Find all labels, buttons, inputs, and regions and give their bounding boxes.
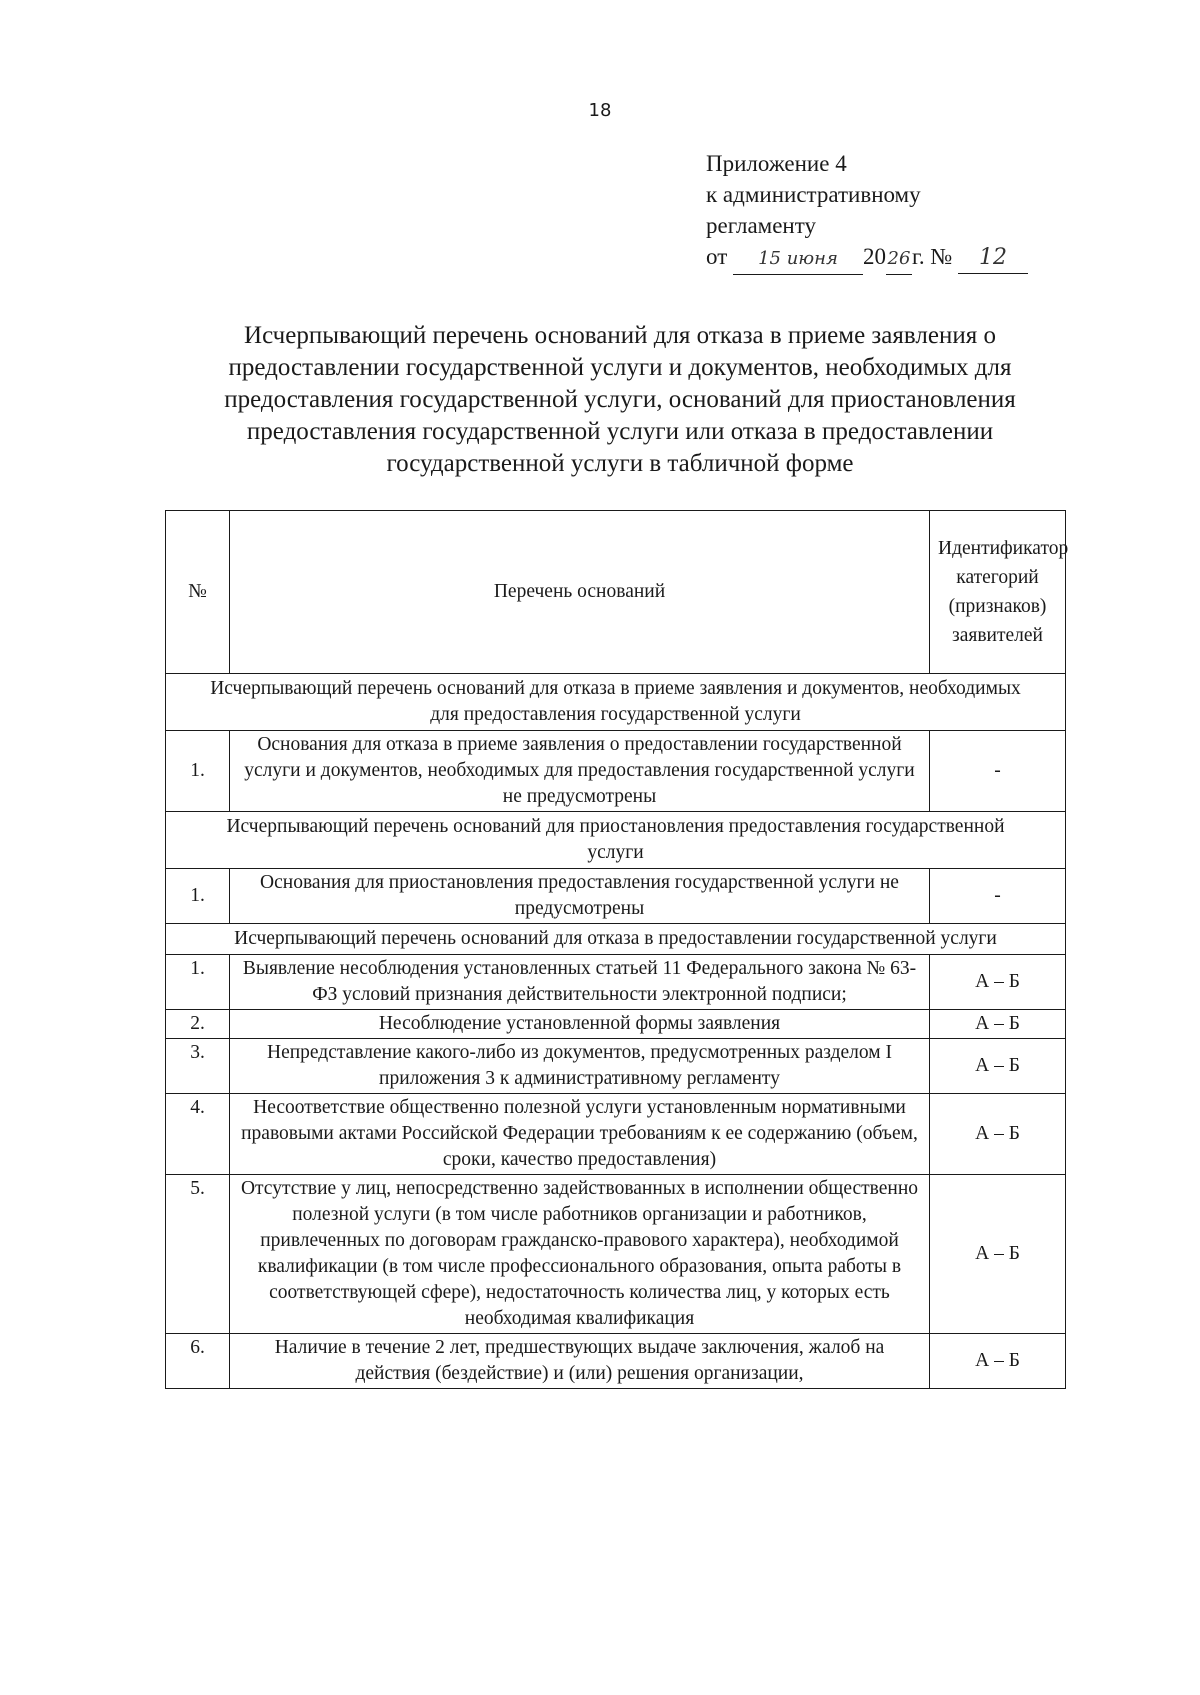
year-prefix: 20: [863, 244, 886, 269]
row-text: Основания для отказа в приеме заявления о предоставлении государственной услуги и документов, необходимых для предоставления государственной услуги не предусмотрены: [230, 731, 930, 812]
row-category: А – Б: [930, 1039, 1066, 1094]
row-text: Несоблюдение установленной формы заявления: [230, 1010, 930, 1039]
appendix-block: [706, 148, 1126, 275]
table-row: [166, 1175, 1066, 1334]
row-number: 2.: [166, 1010, 230, 1039]
section-title: Исчерпывающий перечень оснований для отказа в приеме заявления и документов, необходимых для предоставления государственной услуги: [166, 674, 1066, 731]
row-category: -: [930, 731, 1066, 812]
header-identifier: Идентификатор категорий (признаков) заявителей: [930, 511, 1066, 674]
section-title: Исчерпывающий перечень оснований для приостановления предоставления государственной услуги: [166, 812, 1066, 869]
section-title: Исчерпывающий перечень оснований для отказа в предоставлении государственной услуги: [166, 924, 1066, 955]
table-row: [166, 869, 1066, 924]
row-category: А – Б: [930, 955, 1066, 1010]
document-title: Исчерпывающий перечень оснований для отказа в приеме заявления о предоставлении государственной услуги и документов, необходимых для предоставления государственной услуги, оснований для приостановления предоставления государственной услуги или отказа в предоставлении государственной услуги в табличной форме: [224, 322, 1016, 477]
row-number: 6.: [166, 1334, 230, 1389]
row-number: 1.: [166, 869, 230, 924]
row-text: Выявление несоблюдения установленных статьей 11 Федерального закона № 63-ФЗ условий признания действительности электронной подписи;: [230, 955, 930, 1010]
row-number: 1.: [166, 955, 230, 1010]
row-category: -: [930, 869, 1066, 924]
row-text: Основания для приостановления предоставления государственной услуги не предусмотрены: [230, 869, 930, 924]
appendix-line-1: Приложение 4: [706, 151, 847, 176]
table-row: [166, 1334, 1066, 1389]
header-grounds: Перечень оснований: [230, 511, 930, 674]
header-number: №: [166, 511, 230, 674]
handwritten-date: 15 июня: [733, 243, 863, 275]
row-category: А – Б: [930, 1010, 1066, 1039]
row-text: Наличие в течение 2 лет, предшествующих выдаче заключения, жалоб на действия (бездействие) и (или) решения организации,: [230, 1334, 930, 1389]
table-header-row: [166, 511, 1066, 674]
row-number: 4.: [166, 1094, 230, 1175]
date-prefix: от: [706, 244, 728, 269]
row-text: Несоответствие общественно полезной услуги установленным нормативными правовыми актами Российской Федерации требованиям к ее содержанию (объем, сроки, качество предоставления): [230, 1094, 930, 1175]
grounds-table-wrap: [165, 510, 1069, 1389]
row-number: 1.: [166, 731, 230, 812]
row-category: А – Б: [930, 1334, 1066, 1389]
table-row: [166, 731, 1066, 812]
appendix-line-3: регламенту: [706, 213, 816, 238]
table-row: [166, 1010, 1066, 1039]
handwritten-number: 12: [958, 242, 1028, 274]
section-row: [166, 812, 1066, 869]
handwritten-year: 26: [886, 243, 912, 275]
table-row: [166, 1094, 1066, 1175]
appendix-line-2: к административному: [706, 182, 921, 207]
table-row: [166, 1039, 1066, 1094]
table-row: [166, 955, 1066, 1010]
row-number: 5.: [166, 1175, 230, 1334]
number-prefix: г. №: [912, 244, 953, 269]
grounds-table: [165, 510, 1069, 1389]
row-category: А – Б: [930, 1094, 1066, 1175]
row-number: 3.: [166, 1039, 230, 1094]
row-text: Непредставление какого-либо из документов, предусмотренных разделом I приложения 3 к административному регламенту: [230, 1039, 930, 1094]
row-text: Отсутствие у лиц, непосредственно задействованных в исполнении общественно полезной услуги (в том числе работников организации и работников, привлеченных по договорам гражданско-правового характера), необходимой квалификации (в том числе профессионального образования, опыта работы в соответствующей сфере), недостаточность количества лиц, у которых есть необходимая квалификация: [230, 1175, 930, 1334]
appendix-sign-line: [706, 241, 1126, 275]
section-row: [166, 924, 1066, 955]
section-row: [166, 674, 1066, 731]
row-category: А – Б: [930, 1175, 1066, 1334]
page-number: 18: [588, 100, 612, 121]
